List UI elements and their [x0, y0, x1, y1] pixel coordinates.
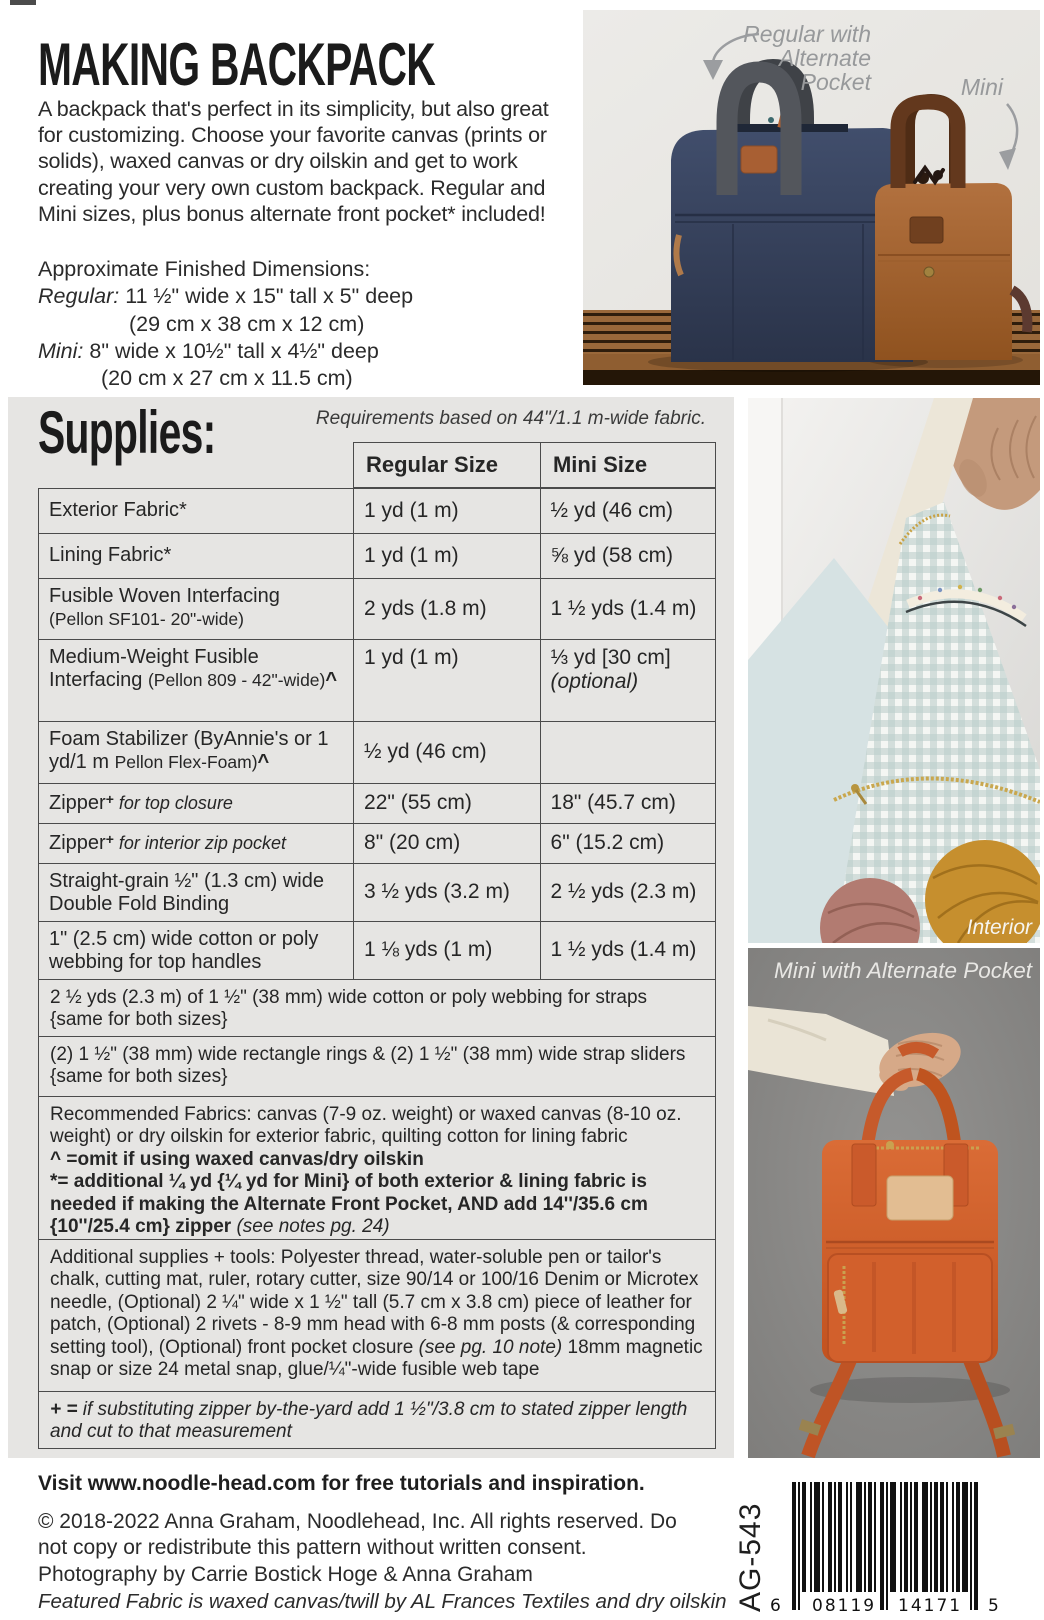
finished-dimensions	[38, 256, 413, 392]
supplies-cell-mini: 1 ½ yds (1.4 m)	[540, 579, 716, 639]
barcode-bar	[834, 1482, 836, 1592]
barcode-bar	[850, 1482, 852, 1592]
supplies-note-cell: Recommended Fabrics: canvas (7-9 oz. weight) or waxed canvas (8-10 oz. weight) or dry oilskin for exterior fabric, quilting cotton for lining fabric ^ =omit if using waxed canvas/dry oilskin *= additional ¼ yd {¼ yd for Mini} of both exterior & lining fabric is needed if making the Alternate Front Pocket, AND add 14''/35.6 cm {10''/25.4 cm} zipper (see notes pg. 24)	[50, 1104, 682, 1238]
interior-photo	[748, 398, 1040, 943]
supplies-row	[39, 533, 715, 578]
barcode-digit-lead: 6	[770, 1596, 783, 1616]
alternate-front-pocket	[828, 1254, 992, 1362]
supplies-cell-label: 1" (2.5 cm) wide cotton or poly webbing for top handles	[49, 928, 319, 974]
supplies-cell-label: Lining Fabric*	[49, 544, 172, 567]
supplies-cell-label: Exterior Fabric*	[49, 499, 187, 522]
barcode-bar	[952, 1482, 954, 1592]
supplies-note-cell: (2) 1 ½" (38 mm) wide rectangle rings & (2) 1 ½" (38 mm) wide strap sliders {same for both sizes}	[50, 1044, 686, 1088]
barcode-bar	[890, 1482, 896, 1592]
barcode-bar	[922, 1482, 928, 1592]
barcode-bar	[886, 1482, 888, 1610]
barcode-bar	[838, 1482, 842, 1592]
barcode-bar	[792, 1482, 796, 1610]
supplies-note-row	[39, 1239, 715, 1391]
supplies-row	[39, 721, 715, 783]
supplies-cell-mini: 18" (45.7 cm)	[540, 784, 716, 823]
supplies-cell-label: Foam Stabilizer (ByAnnie's or 1 yd/1 m Pellon Flex-Foam)^	[49, 728, 329, 774]
barcode	[790, 1482, 986, 1612]
barcode-bar	[810, 1482, 812, 1592]
supplies-cell-mini: 2 ½ yds (2.3 m)	[540, 864, 716, 921]
supplies-cell-label: Straight-grain ½" (1.3 cm) wide Double Fold Binding	[49, 870, 324, 916]
supplies-cell-label: Zipper+ for top closure	[49, 791, 233, 815]
barcode-bar	[846, 1482, 848, 1592]
supplies-table-body	[38, 488, 716, 1449]
barcode-bar	[962, 1482, 968, 1592]
barcode-bar	[864, 1482, 866, 1592]
barcode-bar	[822, 1482, 824, 1592]
supplies-note-cell: + = if substituting zipper by-the-yard add 1 ½"/3.8 cm to stated zipper length and cut to that measurement	[50, 1399, 688, 1443]
supplies-cell-mini: 6" (15.2 cm)	[540, 824, 716, 863]
supplies-table-header	[353, 442, 716, 488]
supplies-note-cell: 2 ½ yds (2.3 m) of 1 ½" (38 mm) wide cotton or poly webbing for straps {same for both sizes}	[50, 987, 648, 1031]
supplies-row	[39, 783, 715, 823]
barcode-bar	[914, 1482, 918, 1592]
barcode-bar	[934, 1482, 938, 1592]
supplies-note-row	[39, 1391, 715, 1448]
barcode-bar	[970, 1482, 972, 1610]
barcode-digit-check: 5	[988, 1596, 1001, 1616]
label-regular-line2: Alternate	[778, 45, 871, 71]
supplies-cell-mini: ½ yd (46 cm)	[540, 489, 716, 533]
supplies-cell-regular: 8" (20 cm)	[353, 824, 539, 863]
supplies-note-cell: Additional supplies + tools: Polyester thread, water-soluble pen or tailor's chalk, cutting mat, ruler, rotary cutter, size 90/14 or 100/16 Denim or Microtex needle, (Optional) 2 ¼" wide x 1 ½" tall (5.7 cm x 3.8 cm) piece of leather for patch, (Optional) 2 rivets - 8-9 mm head with 6-8 mm posts (& corresponding setting tool), (Optional) front pocket closure (see pg. 10 note) 18mm magnetic snap or size 24 metal snap, glue/¼"-wide fusible web tape	[50, 1247, 703, 1381]
supplies-row	[39, 823, 715, 863]
supplies-row	[39, 639, 715, 721]
intro-paragraph: A backpack that's perfect in its simplicity, but also great for customizing. Choose your favorite canvas (prints or solids), waxed canvas or dry oilskin and get to work creating your very own custom backpack. Regular and Mini sizes, plus bonus alternate front pocket* included!	[38, 97, 549, 226]
barcode-bar	[900, 1482, 902, 1592]
barcode-bar	[940, 1482, 944, 1592]
supplies-cell-mini	[540, 722, 716, 783]
supplies-cell-regular: 3 ½ yds (3.2 m)	[353, 864, 539, 921]
dimensions-heading: Approximate Finished Dimensions:	[38, 257, 371, 281]
supplies-cell-regular: 1 yd (1 m)	[353, 489, 539, 533]
supplies-cell-regular: 1 ⅛ yds (1 m)	[353, 922, 539, 979]
supplies-cell-regular: 1 yd (1 m)	[353, 534, 539, 578]
supplies-heading: Supplies:	[38, 399, 216, 466]
column-header-regular: Regular Size	[366, 452, 499, 477]
supplies-cell-label: Zipper+ for interior zip pocket	[49, 831, 286, 855]
supplies-row	[39, 863, 715, 921]
supplies-row	[39, 489, 715, 533]
supplies-cell-label: Fusible Woven Interfacing (Pellon SF101- 20"-wide)	[49, 585, 280, 630]
barcode-bar	[802, 1482, 806, 1592]
supplies-cell-mini: 1 ½ yds (1.4 m)	[540, 922, 716, 979]
barcode-bar	[798, 1482, 800, 1610]
barcode-bar	[930, 1482, 932, 1592]
barcode-bar	[814, 1482, 820, 1592]
pattern-sku: AG-543	[734, 1502, 767, 1612]
barcode-bar	[828, 1482, 832, 1592]
interior-caption: Interior	[966, 916, 1032, 939]
label-mini: Mini	[960, 74, 1003, 100]
column-header-mini: Mini Size	[540, 443, 715, 487]
dimensions-regular-metric: (29 cm x 38 cm x 12 cm)	[129, 311, 365, 336]
hero-photo-backpacks	[583, 10, 1040, 385]
barcode-bar	[880, 1482, 884, 1610]
barcode-bar	[904, 1482, 908, 1592]
dimensions-mini-metric: (20 cm x 27 cm x 11.5 cm)	[101, 366, 353, 391]
mini-photo-caption: Mini with Alternate Pocket	[773, 958, 1032, 983]
barcode-bar	[874, 1482, 876, 1592]
dimensions-regular: Regular: 11 ½" wide x 15" tall x 5" deep	[38, 284, 414, 309]
barcode-bar	[946, 1482, 948, 1592]
barcode-digit-group2: 14171	[898, 1596, 963, 1616]
mini-brass-button	[924, 267, 934, 277]
barcode-bar	[956, 1482, 960, 1592]
label-regular-line1: Regular with	[743, 21, 871, 47]
barcode-bar	[868, 1482, 872, 1592]
dimensions-mini: Mini: 8" wide x 10½" tall x 4½" deep	[38, 338, 379, 363]
supplies-note-row	[39, 979, 715, 1036]
supplies-cell-regular: ½ yd (46 cm)	[353, 722, 539, 783]
website-line: Visit www.noodle-head.com for free tutorials and inspiration.	[38, 1472, 645, 1495]
barcode-bar	[856, 1482, 862, 1592]
mini-leather-patch	[910, 217, 943, 243]
supplies-row	[39, 921, 715, 979]
supplies-note-row	[39, 1036, 715, 1096]
barcode-bar	[910, 1482, 912, 1592]
supplies-cell-regular: 2 yds (1.8 m)	[353, 579, 539, 639]
supplies-cell-mini: ⅝ yd (58 cm)	[540, 534, 716, 578]
mini-alternate-pocket-photo	[748, 948, 1040, 1458]
page-title: MAKING BACKPACK	[38, 31, 436, 98]
supplies-row	[39, 578, 715, 639]
label-regular-line3: Pocket	[800, 69, 871, 95]
copyright-text: © 2018-2022 Anna Graham, Noodlehead, Inc. All rights reserved. Do not copy or redistribute this pattern without written consent. Photography by Carrie Bostick Hoge & Anna Graham	[38, 1510, 677, 1586]
supplies-cell-regular: 22" (55 cm)	[353, 784, 539, 823]
requirements-note: Requirements based on 44"/1.1 m-wide fabric.	[315, 408, 706, 429]
supplies-cell-label: Medium-Weight Fusible Interfacing (Pellon 809 - 42"-wide)^	[49, 646, 338, 692]
scan-artifact	[10, 0, 36, 5]
regular-leather-patch	[741, 146, 777, 173]
featured-fabric-note: Featured Fabric is waxed canvas/twill by AL Frances Textiles and dry oilskin	[38, 1590, 727, 1613]
leather-patch	[887, 1176, 953, 1220]
barcode-bar	[974, 1482, 978, 1610]
supplies-cell-mini: ⅓ yd [30 cm] (optional)	[540, 640, 716, 721]
supplies-cell-regular: 1 yd (1 m)	[353, 640, 539, 721]
supplies-note-row	[39, 1096, 715, 1239]
barcode-digit-group1: 08119	[812, 1596, 877, 1616]
